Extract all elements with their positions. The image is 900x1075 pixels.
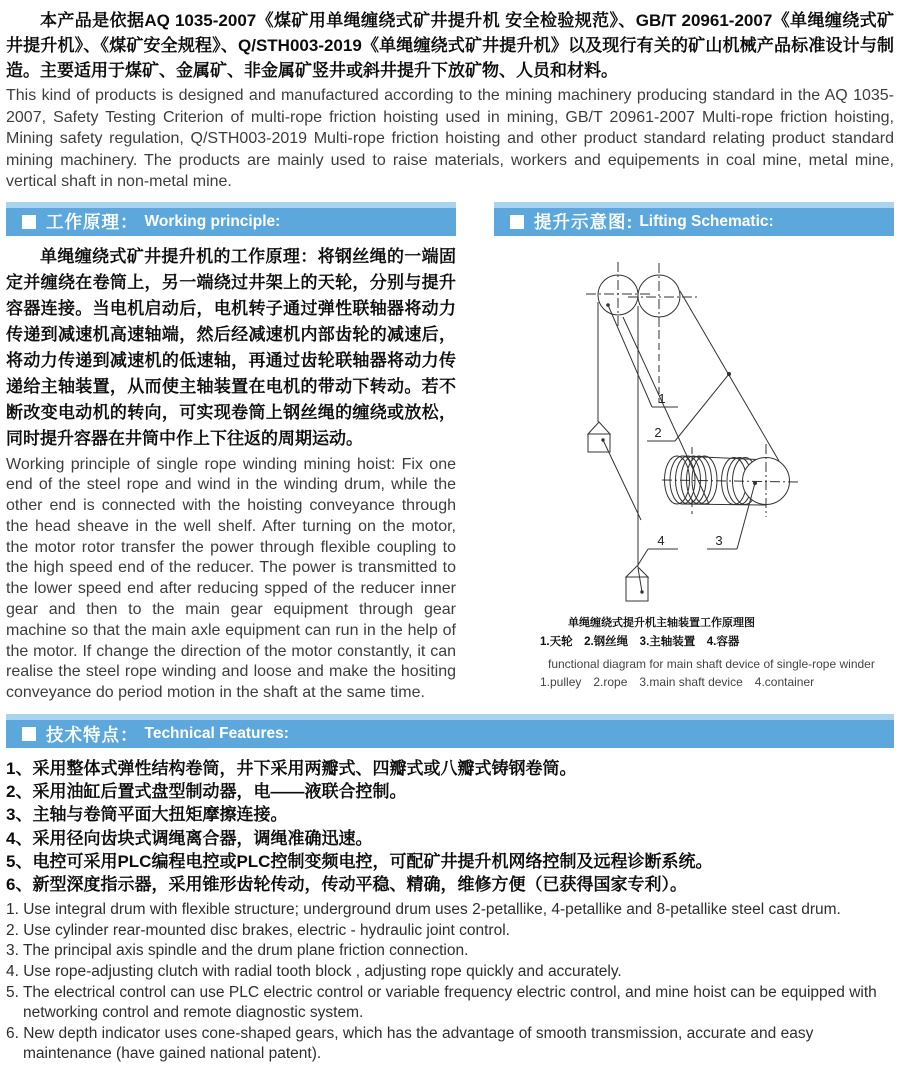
feature-item-zh: 2、采用油缸后置式盘型制动器，电——液联合控制。 xyxy=(6,782,407,802)
feature-item-zh: 5、电控可采用PLC编程电控或PLC控制变频电控，可配矿井提升机网络控制及远程诊断系统。 xyxy=(6,851,713,871)
label-3-text: 3 xyxy=(715,532,723,548)
technical-features-list-zh xyxy=(6,757,894,896)
feature-item-zh: 4、采用径向齿块式调绳离合器，调绳准确迅速。 xyxy=(6,828,373,848)
header-bar xyxy=(6,720,894,748)
label-4-text: 4 xyxy=(657,532,665,548)
technical-features-label-en: Technical Features: xyxy=(144,725,289,743)
lifting-schematic-label-en: Lifting Schematic: xyxy=(639,212,774,230)
pulley-left xyxy=(586,262,650,327)
caption-items-zh: 1.天轮 2.钢丝绳 3.主轴装置 4.容器 xyxy=(540,635,740,648)
caption-title-zh: 单绳缠绕式提升机主轴装置工作原理图 xyxy=(568,616,755,629)
container-upper xyxy=(588,422,641,520)
header-bar xyxy=(494,208,894,236)
lifting-schematic-diagram xyxy=(478,244,890,610)
feature-item-en: 2. Use cylinder rear-mounted disc brakes, electric - hydraulic joint control. xyxy=(6,921,510,939)
diagram-caption xyxy=(478,614,894,690)
intro-paragraph-en: This kind of products is designed and manufactured according to the mining machinery producing standard in the AQ 1035-2007, Safety Testing Criterion of multi-rope friction hoisting used in mining, GB/T 20961-2007 Multi-rope friction hoisting, Mining safety regulation, Q/STH003-2019 Multi-rope friction hoisting and other product standard relating product standard mining machinery. The products are mainly used to raise materials, workers and equipements in coal mine, metal mine, vertical shaft in non-metal mine. xyxy=(6,87,894,190)
technical-features-list-en xyxy=(6,900,894,1065)
content-columns xyxy=(6,244,894,705)
square-bullet-icon xyxy=(22,215,36,229)
working-principle-text-en: Working principle of single rope winding mining hoist: Fix one end of the steel rope and wind in the winding drum, while the other end is connected with the hoisting conveyance through the head sheave in the well shelf. After turning on the motor, the motor rotor transfer the power through flexible coupling to the high speed end of the reducer. The power is transmitted to the lower speed end after reducing spped of the reducer inner gear and then to the main gear equipment through gear machine so that the main axle equipment can run in the help of the motor. If change the direction of the motor constantly, it can realise the steel rope winding and loose and make the hositing conveyance do period motion in the shaft at the same time. xyxy=(6,455,456,702)
feature-item-en: 1. Use integral drum with flexible structure; underground drum uses 2-petallike, 4-petallike and 8-petallike steel cast drum. xyxy=(6,901,841,919)
technical-features-header xyxy=(6,714,894,748)
intro-paragraph-zh: 本产品是依据AQ 1035-2007《煤矿用单绳缠绕式矿井提升机 安全检验规范》、GB/T 20961-2007《单绳缠绕式矿井提升机》、《煤矿安全规程》、Q/STH003-2019《单绳缠绕式矿井提升机》以及现行有关的矿山机械产品标准设计与制造。主要适用于煤矿、金属矿、非金属矿竖井或斜井提升下放矿物、人员和材料。 xyxy=(6,11,894,80)
label-2-text: 2 xyxy=(654,424,662,440)
feature-item-en: 4. Use rope-adjusting clutch with radial tooth block , adjusting rope quickly and accurately. xyxy=(6,963,622,981)
rope-lines xyxy=(598,291,779,566)
feature-item-zh: 1、采用整体式弹性结构卷筒，井下采用两瓣式、四瓣式或八瓣式铸钢卷筒。 xyxy=(6,759,577,779)
working-principle-column xyxy=(6,244,456,705)
feature-item-en: 5. The electrical control can use PLC electric control or variable frequency electric control, and mine hoist can be equipped with networking control and remote diagnostic system. xyxy=(6,983,877,1022)
section-headers-row xyxy=(6,202,894,236)
working-principle-header xyxy=(6,202,456,236)
drum xyxy=(662,444,798,517)
caption-title-en: functional diagram for main shaft device of single-rope winder xyxy=(548,656,875,671)
diagram-label-4 xyxy=(638,533,678,565)
feature-item-en: 3. The principal axis spindle and the drum plane friction connection. xyxy=(6,942,469,960)
working-principle-label-zh: 工作原理： xyxy=(46,212,139,232)
working-principle-label-en: Working principle: xyxy=(144,212,281,230)
feature-item-zh: 3、主轴与卷筒平面大扭矩摩擦连接。 xyxy=(6,805,288,825)
diagram-label-1 xyxy=(606,303,678,407)
container-lower xyxy=(626,566,648,601)
square-bullet-icon xyxy=(22,727,36,741)
label-1-text: 1 xyxy=(658,390,666,406)
header-bar xyxy=(6,208,456,236)
working-principle-text-zh: 单绳缠绕式矿井提升机的工作原理：将钢丝绳的一端固定并缠绕在卷筒上，另一端绕过井架上的天轮，分别与提升容器连接。当电机启动后，电机转子通过弹性联轴器将动力传递到减速机高速轴端，然后经减速机内部齿轮的减速后，将动力传递到减速机的低速轴，再通过齿轮联轴器将动力传递给主轴装置，从而使主轴装置在电机的带动下转动。若不断改变电动机的转向，可实现卷筒上钢丝绳的缠绕或放松，同时提升容器在井筒中作上下往返的周期运动。 xyxy=(6,246,456,448)
lifting-schematic-column xyxy=(478,244,894,705)
feature-item-zh: 6、新型深度指示器，采用锥形齿轮传动，传动平稳、精确，维修方便（已获得国家专利）。 xyxy=(6,875,687,895)
square-bullet-icon xyxy=(510,215,524,229)
technical-features-label-zh: 技术特点： xyxy=(46,724,139,745)
lifting-schematic-header xyxy=(494,202,894,236)
feature-item-en: 6. New depth indicator uses cone-shaped gears, which has the advantage of smooth transmission, accurate and easy maintenance (have gained national patent). xyxy=(6,1024,814,1063)
lifting-schematic-label-zh: 提升示意图: xyxy=(534,212,634,232)
caption-items-en: 1.pulley 2.rope 3.main shaft device 4.container xyxy=(540,674,815,689)
